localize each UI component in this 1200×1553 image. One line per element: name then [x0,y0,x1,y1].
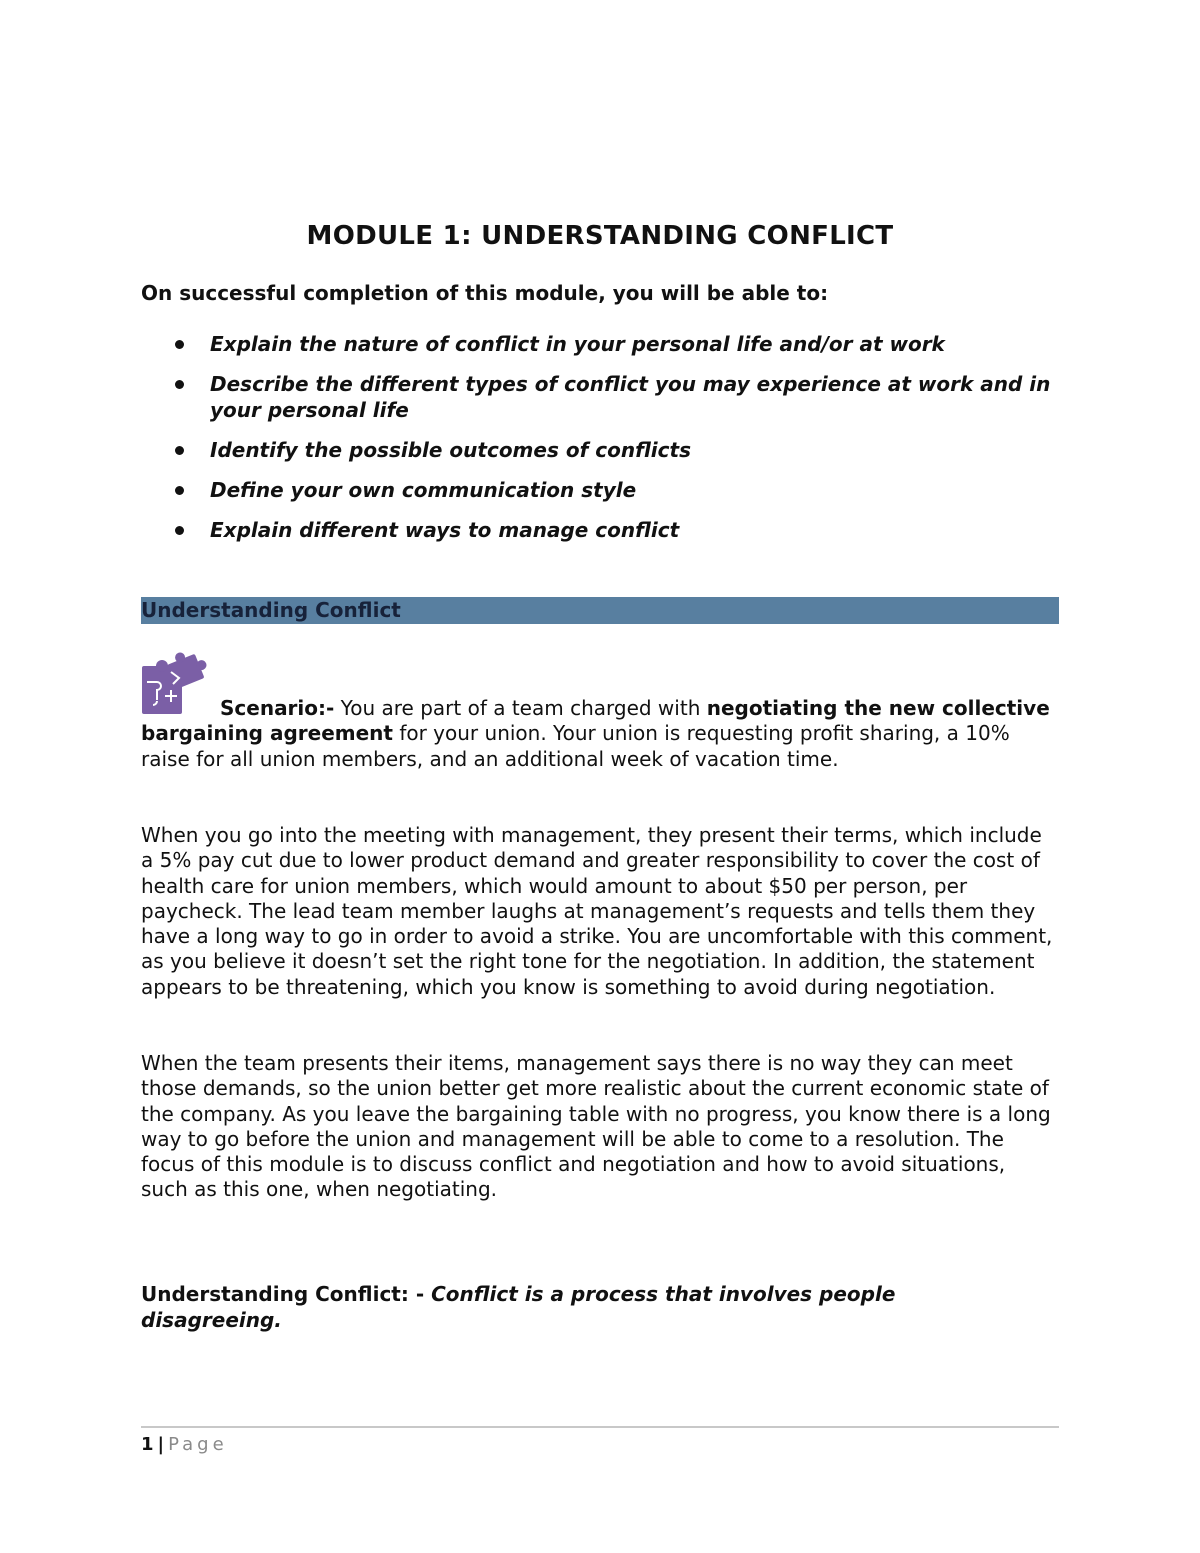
scenario-text: for your union. Your union is requesting profit sharing, a 10% raise for all union members, and an additional week of vacation time. [141,721,1010,771]
definition-term: Understanding Conflict: - [141,1282,425,1306]
scenario-paragraph [141,696,1056,772]
page-footer [141,1434,228,1455]
objective-text: Identify the possible outcomes of conflicts [210,438,691,462]
list-item [141,331,1051,357]
objective-text: Explain different ways to manage conflict [210,518,680,542]
objective-text: Describe the different types of conflict you may experience at work and in your personal life [210,372,1051,422]
body-paragraph: When the team presents their items, management says there is no way they can meet those demands, so the union better get more realistic about the current economic state of the company. As you leave the bargaining table with no progress, you know there is a long way to go before the union and management will be able to come to a resolution. The focus of this module is to discuss conflict and negotiation and how to avoid situations, such as this one, when negotiating. [141,1051,1051,1202]
footer-separator: | [157,1434,165,1455]
bullet-icon [175,380,184,389]
scenario-label: Scenario:- [220,696,335,720]
section-heading-bar [141,597,1059,624]
bullet-icon [175,446,184,455]
bullet-icon [175,526,184,535]
definition-paragraph [141,1281,1041,1333]
scenario-emphasis: negotiating the new collective bargaining agreement [141,696,1050,746]
section-heading: Understanding Conflict [141,598,401,622]
intro-text: On successful completion of this module, you will be able to: [141,281,829,305]
body-paragraph: When you go into the meeting with management, they present their terms, which include a 5% pay cut due to lower product demand and greater responsibility to cover the cost of health care for union members, which would amount to about $50 per person, per paycheck. The lead team member laughs at management’s requests and tells them they have a long way to go in order to avoid a strike. You are uncomfortable with this comment, as you believe it doesn’t set the right tone for the negotiation. In addition, the statement appears to be threatening, which you know is something to avoid during negotiation. [141,823,1053,999]
list-item [141,477,1051,503]
bullet-icon [175,486,184,495]
list-item [141,437,1051,463]
page-number: 1 [141,1434,154,1455]
page-title: MODULE 1: UNDERSTANDING CONFLICT [306,221,894,251]
definition-text: Conflict is a process that involves people disagreeing. [141,1282,896,1332]
objectives-list [141,331,1051,557]
list-item [141,517,1051,543]
page-label: Page [168,1434,228,1455]
objective-text: Define your own communication style [210,478,637,502]
list-item [141,371,1051,423]
objective-text: Explain the nature of conflict in your personal life and/or at work [210,332,945,356]
scenario-text: You are part of a team charged with [334,696,707,720]
footer-divider [141,1426,1059,1428]
bullet-icon [175,340,184,349]
